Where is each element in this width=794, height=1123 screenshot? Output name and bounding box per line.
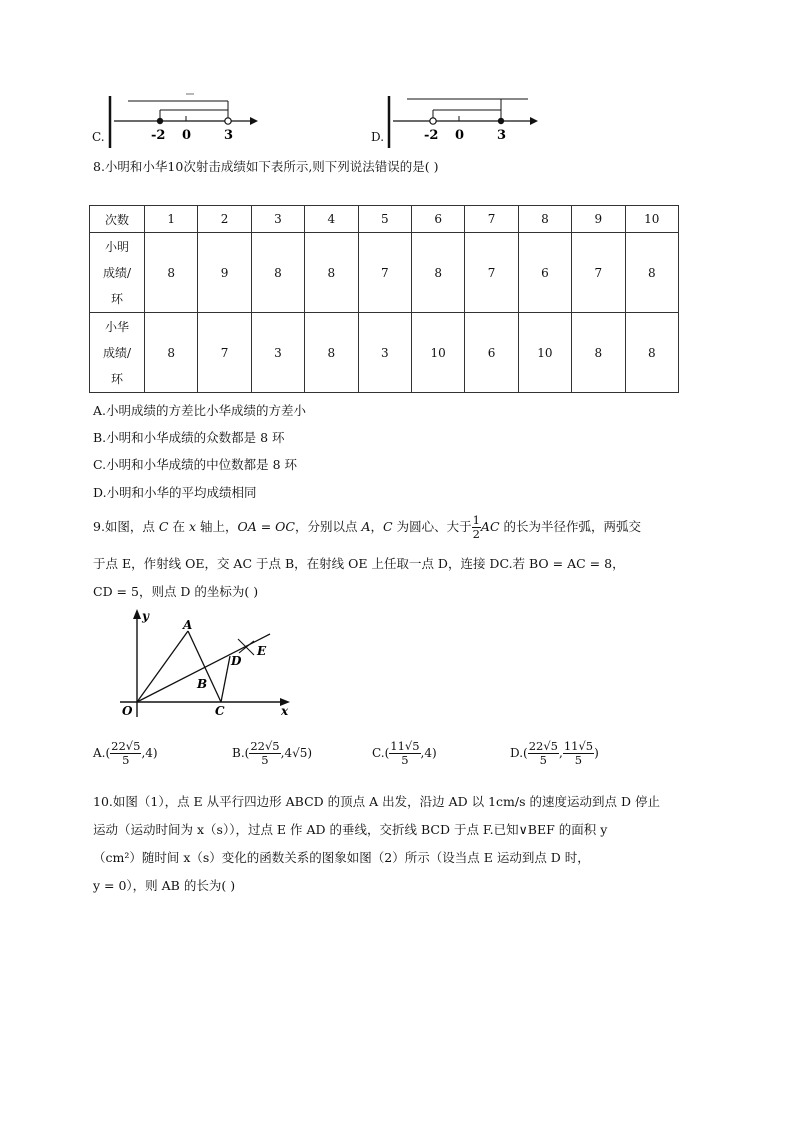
number-line-d bbox=[370, 88, 540, 148]
table-cell: 7 bbox=[572, 233, 625, 313]
table-header-cell: 7 bbox=[465, 206, 518, 233]
table-cell: 8 bbox=[305, 233, 358, 313]
table-cell: 7 bbox=[198, 313, 251, 393]
q8-option-a: A.小明成绩的方差比小华成绩的方差小 bbox=[93, 403, 307, 418]
label-C: C bbox=[215, 704, 225, 718]
table-header-label: 次数 bbox=[90, 206, 145, 233]
table-cell: 8 bbox=[145, 233, 198, 313]
table-row-xiaoming bbox=[90, 233, 679, 313]
svg-text:0: 0 bbox=[455, 128, 465, 143]
q9-line-2: 于点 E，作射线 OE，交 AC 于点 B，在射线 OE 上任取一点 D，连接 DC.若 BO = AC = 8， bbox=[93, 556, 625, 571]
table-cell: 8 bbox=[411, 233, 464, 313]
table-header-cell: 6 bbox=[411, 206, 464, 233]
number-line-c bbox=[90, 88, 260, 148]
number-line-c-graphic bbox=[90, 88, 260, 148]
label-y: y bbox=[142, 609, 149, 623]
q9-option-d: D.( $\frac{22√5}{5}$ , $\frac{11√5}{5}$ ) bbox=[510, 739, 599, 767]
q8-option-c: C.小明和小华成绩的中位数都是 8 环 bbox=[93, 457, 297, 472]
table-cell: 8 bbox=[625, 233, 678, 313]
q10-line-3: （cm²）随时间 x（s）变化的函数关系的图象如图（2）所示（设当点 E 运动到点 D 时， bbox=[93, 850, 590, 865]
svg-text:-2: -2 bbox=[424, 128, 439, 143]
label-O: O bbox=[122, 704, 133, 718]
q10-line-1: 10.如图（1），点 E 从平行四边形 ABCD 的顶点 A 出发，沿边 AD 以 1cm/s 的速度运动到点 D 停止 bbox=[93, 794, 660, 809]
tick-neg2: -2 bbox=[151, 128, 166, 143]
q10-line-2: 运动（运动时间为 x（s）），过点 E 作 AD 的垂线，交折线 BCD 于点 F.已知∨BEF 的面积 y bbox=[93, 822, 608, 837]
number-line-d-graphic bbox=[370, 88, 540, 148]
table-header-cell: 10 bbox=[625, 206, 678, 233]
table-header-cell: 8 bbox=[518, 206, 571, 233]
q9-figure bbox=[98, 607, 298, 722]
table-cell: 7 bbox=[358, 233, 411, 313]
q8-option-d: D.小明和小华的平均成绩相同 bbox=[93, 485, 257, 500]
table-header-cell: 1 bbox=[145, 206, 198, 233]
score-table bbox=[89, 205, 679, 393]
q9-option-a: A.( $\frac{22√5}{5}$ ,4) bbox=[93, 739, 158, 767]
table-header-row bbox=[90, 206, 679, 233]
label-A: A bbox=[183, 618, 193, 632]
table-cell: 8 bbox=[145, 313, 198, 393]
q8-option-b: B.小明和小华成绩的众数都是 8 环 bbox=[93, 430, 285, 445]
label-E: E bbox=[257, 644, 267, 658]
table-row-xiaohua bbox=[90, 313, 679, 393]
q9-line-3: CD = 5，则点 D 的坐标为( ) bbox=[93, 584, 259, 599]
q10-line-4: y = 0），则 AB 的长为( ) bbox=[93, 878, 236, 893]
fraction-one-half: $\frac{1}{2}$ bbox=[472, 513, 480, 541]
table-header-cell: 5 bbox=[358, 206, 411, 233]
table-header-cell: 9 bbox=[572, 206, 625, 233]
svg-text:3: 3 bbox=[497, 128, 507, 143]
q9-option-c: C.( $\frac{11√5}{5}$ ,4) bbox=[372, 739, 437, 767]
table-cell: 3 bbox=[251, 313, 304, 393]
row-label: 小华 成绩/ 环 bbox=[90, 313, 145, 393]
table-cell: 8 bbox=[572, 313, 625, 393]
table-header-cell: 3 bbox=[251, 206, 304, 233]
table-cell: 9 bbox=[198, 233, 251, 313]
table-cell: 8 bbox=[251, 233, 304, 313]
row-label: 小明 成绩/ 环 bbox=[90, 233, 145, 313]
table-cell: 10 bbox=[411, 313, 464, 393]
q8-stem: 8.小明和小华10次射击成绩如下表所示,则下列说法错误的是( ) bbox=[93, 159, 439, 174]
table-header-cell: 2 bbox=[198, 206, 251, 233]
table-cell: 10 bbox=[518, 313, 571, 393]
tick-3: 3 bbox=[224, 128, 234, 143]
table-header-cell: 4 bbox=[305, 206, 358, 233]
option-d-letter: D. bbox=[371, 130, 385, 144]
table-cell: 6 bbox=[518, 233, 571, 313]
table-cell: 6 bbox=[465, 313, 518, 393]
label-D: D bbox=[231, 654, 242, 668]
table-cell: 7 bbox=[465, 233, 518, 313]
table-cell: 8 bbox=[625, 313, 678, 393]
label-x: x bbox=[281, 704, 289, 718]
option-c-letter: C. bbox=[92, 130, 105, 144]
table-cell: 3 bbox=[358, 313, 411, 393]
q9-option-b: B.( $\frac{22√5}{5}$ ,4√5) bbox=[232, 739, 313, 767]
label-B: B bbox=[197, 677, 208, 691]
tick-0: 0 bbox=[182, 128, 192, 143]
table-cell: 8 bbox=[305, 313, 358, 393]
q9-line-1: 9.如图，点 C 在 x 轴上，OA = OC，分别以点 A，C 为圆心、大于 $\frac{1}{2}$ AC 的长为半径作弧，两弧交 bbox=[93, 513, 641, 541]
